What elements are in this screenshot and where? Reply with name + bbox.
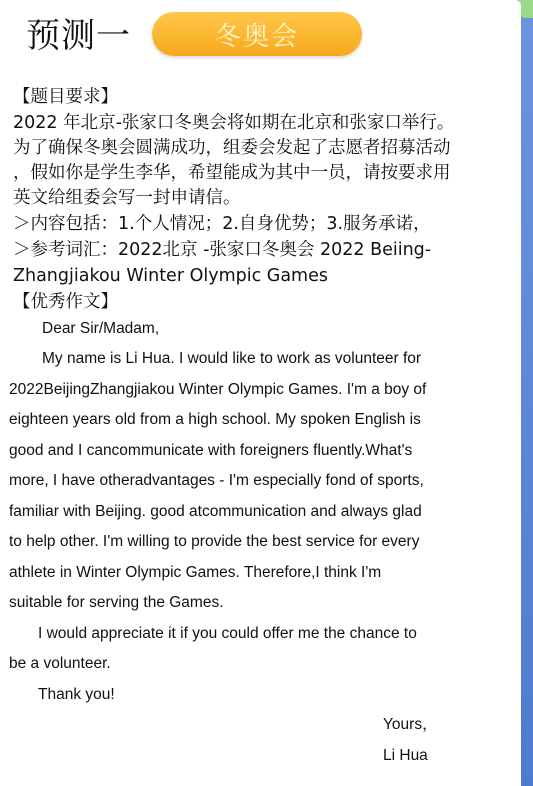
task-line: 英文给组委会写一封申请信。 (13, 188, 241, 208)
essay-salutation: Dear Sir/Madam, (42, 320, 160, 337)
task-line: ＞内容包括：1.个人情况；2.自身优势；3.服务承诺， (13, 214, 431, 234)
essay-line: I would appreciate it if you could offer me the chance to (38, 625, 417, 642)
task-line: Zhangjiakou Winter Olympic Games (13, 266, 328, 286)
page-title: 预测一 (26, 16, 131, 56)
task-heading: 【题目要求】 (13, 87, 118, 107)
topic-badge: 冬奥会 (152, 12, 362, 56)
essay-line: familiar with Beijing. good atcommunication and always glad (9, 503, 422, 520)
task-line: 2022 年北京-张家口冬奥会将如期在北京和张家口举行。 (13, 113, 455, 133)
essay-closing: Yours， (383, 716, 438, 733)
essay-line: suitable for serving the Games. (9, 594, 224, 611)
essay-line: athlete in Winter Olympic Games. Therefore,I think I'm (9, 564, 382, 581)
essay-line: eighteen years old from a high school. My spoken English is (9, 411, 421, 428)
essay-heading: 【优秀作文】 (13, 292, 118, 312)
task-line: 为了确保冬奥会圆满成功，组委会发起了志愿者招募活动 (13, 138, 451, 158)
right-edge-strip (521, 0, 533, 786)
task-line: ，假如你是学生李华，希望能成为其中一员，请按要求用 (13, 163, 451, 183)
essay-line: be a volunteer. (9, 655, 111, 672)
essay-thanks: Thank you! (38, 686, 115, 703)
essay-line: to help other. I'm willing to provide the best service for every (9, 533, 420, 550)
essay-line: good and I cancommunicate with foreigners fluently.What's (9, 442, 413, 459)
essay-line: My name is Li Hua. I would like to work as volunteer for (42, 350, 422, 367)
essay-line: more, I have otheradvantages - I'm especially fond of sports, (9, 472, 424, 489)
task-line: ＞参考词汇：2022北京 -张家口冬奥会 2022 Beiing- (13, 240, 432, 260)
essay-signature: Li Hua (383, 747, 428, 764)
essay-line: 2022BeijingZhangjiakou Winter Olympic Games. I'm a boy of (9, 381, 427, 398)
